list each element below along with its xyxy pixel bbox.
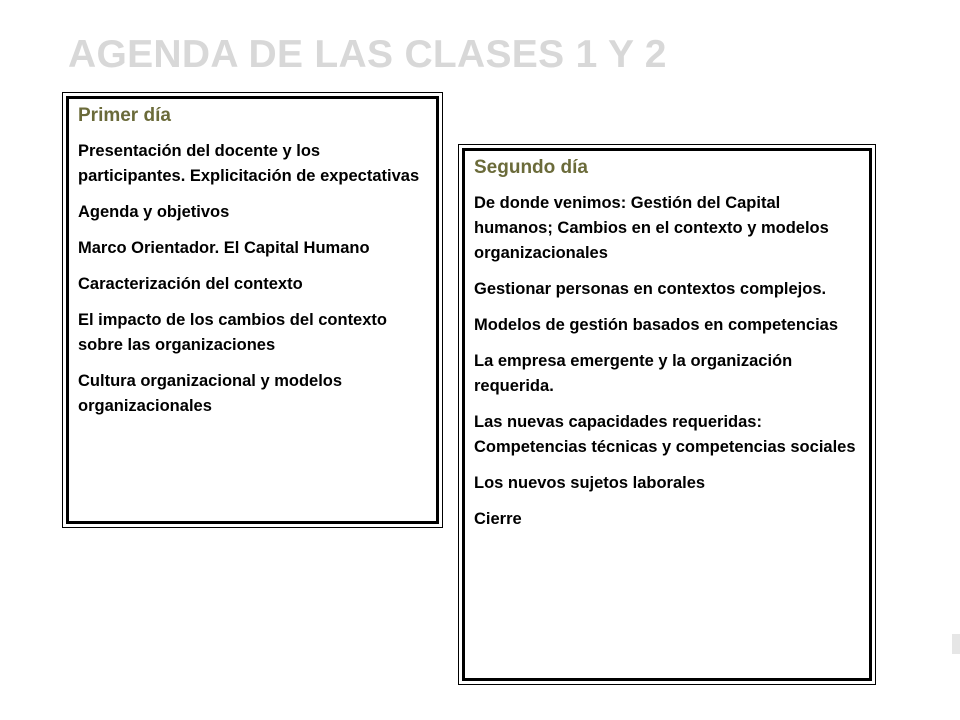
day2-agenda-item: Cierre (474, 510, 522, 528)
decorative-edge-mark (952, 634, 960, 654)
day1-agenda-item: Cultura organizacional y modelos organizacionales (78, 372, 343, 415)
day2-agenda-item: De donde venimos: Gestión del Capital humanos; Cambios en el contexto y modelos organizacionales (474, 194, 829, 262)
day2-heading: Segundo día (474, 157, 588, 178)
day1-agenda-item: Caracterización del contexto (78, 275, 303, 293)
day2-agenda-list (474, 191, 859, 532)
day2-agenda-item: Modelos de gestión basados en competencias (474, 316, 839, 334)
day2-agenda-item: Las nuevas capacidades requeridas: Competencias técnicas y competencias sociales (474, 413, 856, 456)
day1-agenda-list (78, 139, 426, 419)
day1-agenda-box-inner (66, 96, 439, 524)
day2-agenda-item: Los nuevos sujetos laborales (474, 474, 706, 492)
day2-agenda-item: Gestionar personas en contextos complejos. (474, 280, 827, 298)
day2-agenda-box-inner (462, 148, 872, 681)
day2-agenda-item: La empresa emergente y la organización requerida. (474, 352, 793, 395)
day1-agenda-item: El impacto de los cambios del contexto sobre las organizaciones (78, 311, 387, 354)
slide-title: AGENDA DE LAS CLASES 1 Y 2 (68, 33, 667, 76)
day1-heading: Primer día (78, 105, 171, 126)
day1-agenda-item: Presentación del docente y los participantes. Explicitación de expectativas (78, 142, 420, 185)
day1-agenda-item: Marco Orientador. El Capital Humano (78, 239, 370, 257)
day1-agenda-box (62, 92, 443, 528)
day1-agenda-item: Agenda y objetivos (78, 203, 230, 221)
day2-agenda-box (458, 144, 876, 685)
